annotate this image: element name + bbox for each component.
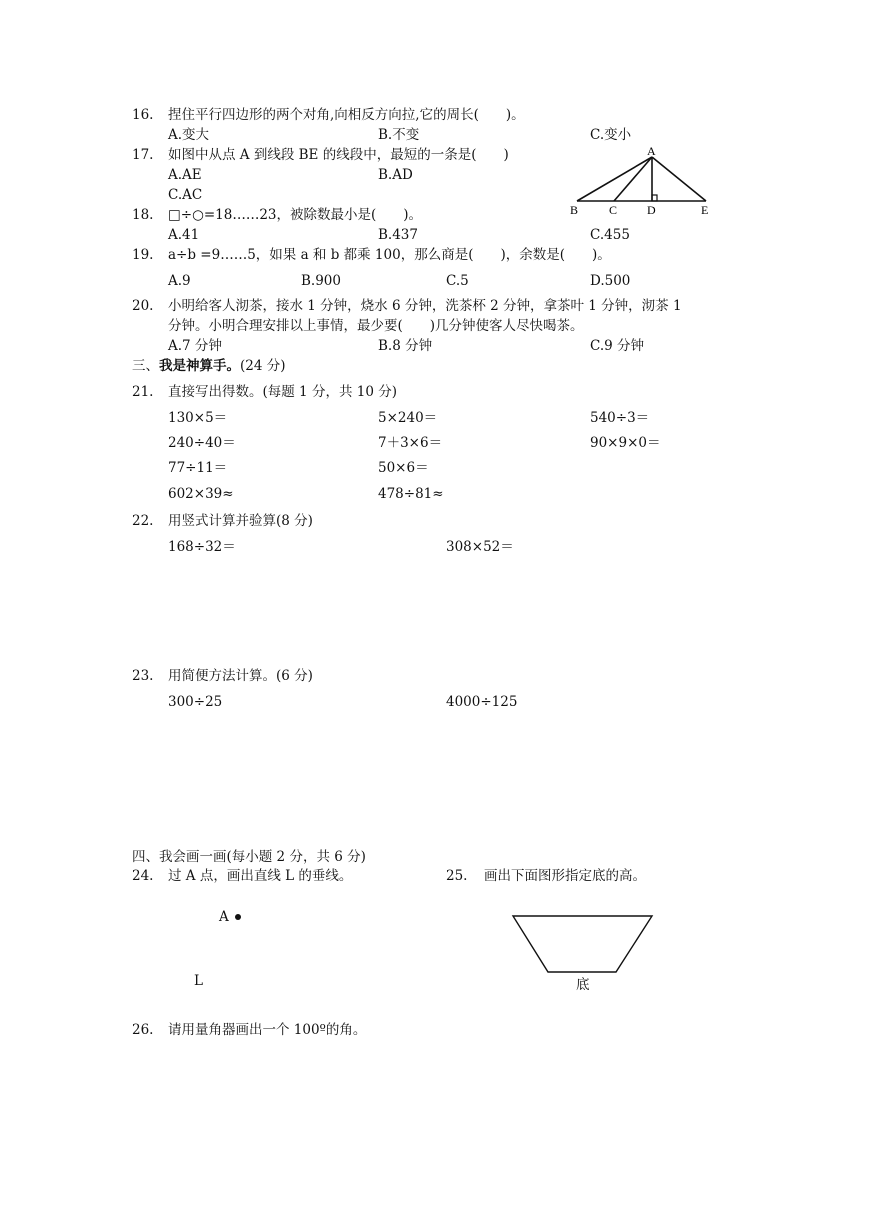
q24-point-a-dot — [235, 914, 241, 920]
q22-item-1: 168÷32＝ — [168, 539, 236, 555]
q20-option-b: B.8 分钟 — [378, 338, 433, 354]
q17-label-d: D — [647, 203, 656, 217]
q19-option-d: D.500 — [590, 273, 631, 289]
q21-item-8: 50×6＝ — [378, 460, 429, 476]
q20-option-a: A.7 分钟 — [168, 338, 222, 354]
q16-option-b: B.不变 — [378, 127, 420, 143]
section3-prefix: 三、 — [132, 358, 159, 374]
q21-item-3: 540÷3＝ — [590, 410, 650, 426]
q25-number: 25. — [446, 868, 468, 884]
section3-heading — [132, 357, 286, 375]
q20-option-c: C.9 分钟 — [590, 338, 645, 354]
q21-item-1: 130×5＝ — [168, 410, 228, 426]
q21-item-10: 478÷81≈ — [378, 486, 444, 502]
q16-option-c: C.变小 — [590, 127, 632, 143]
q21-item-7: 77÷11＝ — [168, 460, 228, 476]
q23-item-1: 300÷25 — [168, 694, 223, 710]
q21-stem: 直接写出得数。(每题 1 分，共 10 分) — [168, 384, 397, 400]
q17-label-e: E — [701, 203, 709, 217]
q18-option-b: B.437 — [378, 227, 418, 243]
q19-option-c: C.5 — [446, 273, 469, 289]
q20-number: 20. — [132, 298, 154, 314]
section3-title: 我是神算手。 — [159, 358, 240, 374]
q22-stem: 用竖式计算并验算(8 分) — [168, 513, 313, 529]
section4-heading: 四、我会画一画(每小题 2 分，共 6 分) — [132, 849, 366, 865]
q20-stem-line2: 分钟。小明合理安排以上事情，最少要( )几分钟使客人尽快喝茶。 — [168, 318, 584, 334]
q18-stem: □÷○=18……23，被除数最小是( )。 — [168, 207, 423, 223]
q17-label-c: C — [609, 203, 618, 217]
q21-item-6: 90×9×0＝ — [590, 435, 661, 451]
q19-stem: a÷b =9……5，如果 a 和 b 都乘 100，那么商是( )，余数是( )。 — [168, 247, 611, 263]
q23-item-2: 4000÷125 — [446, 694, 518, 710]
q26-number: 26. — [132, 1022, 154, 1038]
q21-item-4: 240÷40＝ — [168, 435, 236, 451]
q19-number: 19. — [132, 247, 154, 263]
q19-option-a: A.9 — [168, 273, 191, 289]
q17-option-b: B.AD — [378, 167, 413, 183]
q24-point-a-label: A — [219, 909, 229, 925]
q17-number: 17. — [132, 147, 154, 163]
q16-stem: 捏住平行四边形的两个对角,向相反方向拉,它的周长( )。 — [168, 107, 525, 123]
q24-number: 24. — [132, 868, 154, 884]
q17-label-b: B — [570, 203, 579, 217]
q16-option-a: A.变大 — [168, 127, 210, 143]
q21-number: 21. — [132, 384, 154, 400]
q25-stem: 画出下面图形指定底的高。 — [484, 868, 646, 884]
q22-item-2: 308×52＝ — [446, 539, 514, 555]
q26-stem: 请用量角器画出一个 100º的角。 — [168, 1022, 367, 1038]
q17-option-c: C.AC — [168, 187, 203, 203]
q18-option-c: C.455 — [590, 227, 630, 243]
q21-item-2: 5×240＝ — [378, 410, 438, 426]
q23-stem: 用简便方法计算。(6 分) — [168, 668, 313, 684]
q21-item-5: 7＋3×6＝ — [378, 435, 443, 451]
section3-score: (24 分) — [240, 358, 286, 374]
q25-base-label: 底 — [576, 977, 590, 993]
q21-item-9: 602×39≈ — [168, 486, 234, 502]
q24-stem: 过 A 点，画出直线 L 的垂线。 — [168, 868, 353, 884]
q18-number: 18. — [132, 207, 154, 223]
q22-number: 22. — [132, 513, 154, 529]
q16-number: 16. — [132, 107, 154, 123]
q18-option-a: A.41 — [168, 227, 200, 243]
q23-number: 23. — [132, 668, 154, 684]
q19-option-b: B.900 — [301, 273, 341, 289]
q17-stem: 如图中从点 A 到线段 BE 的线段中，最短的一条是( ) — [168, 147, 509, 163]
q20-stem-line1: 小明给客人沏茶，接水 1 分钟，烧水 6 分钟，洗茶杯 2 分钟，拿茶叶 1 分钟，沏茶 1 — [168, 298, 682, 314]
q24-line-l-label: L — [194, 973, 203, 989]
q17-label-a: A — [647, 144, 656, 158]
q17-option-a: A.AE — [168, 167, 202, 183]
